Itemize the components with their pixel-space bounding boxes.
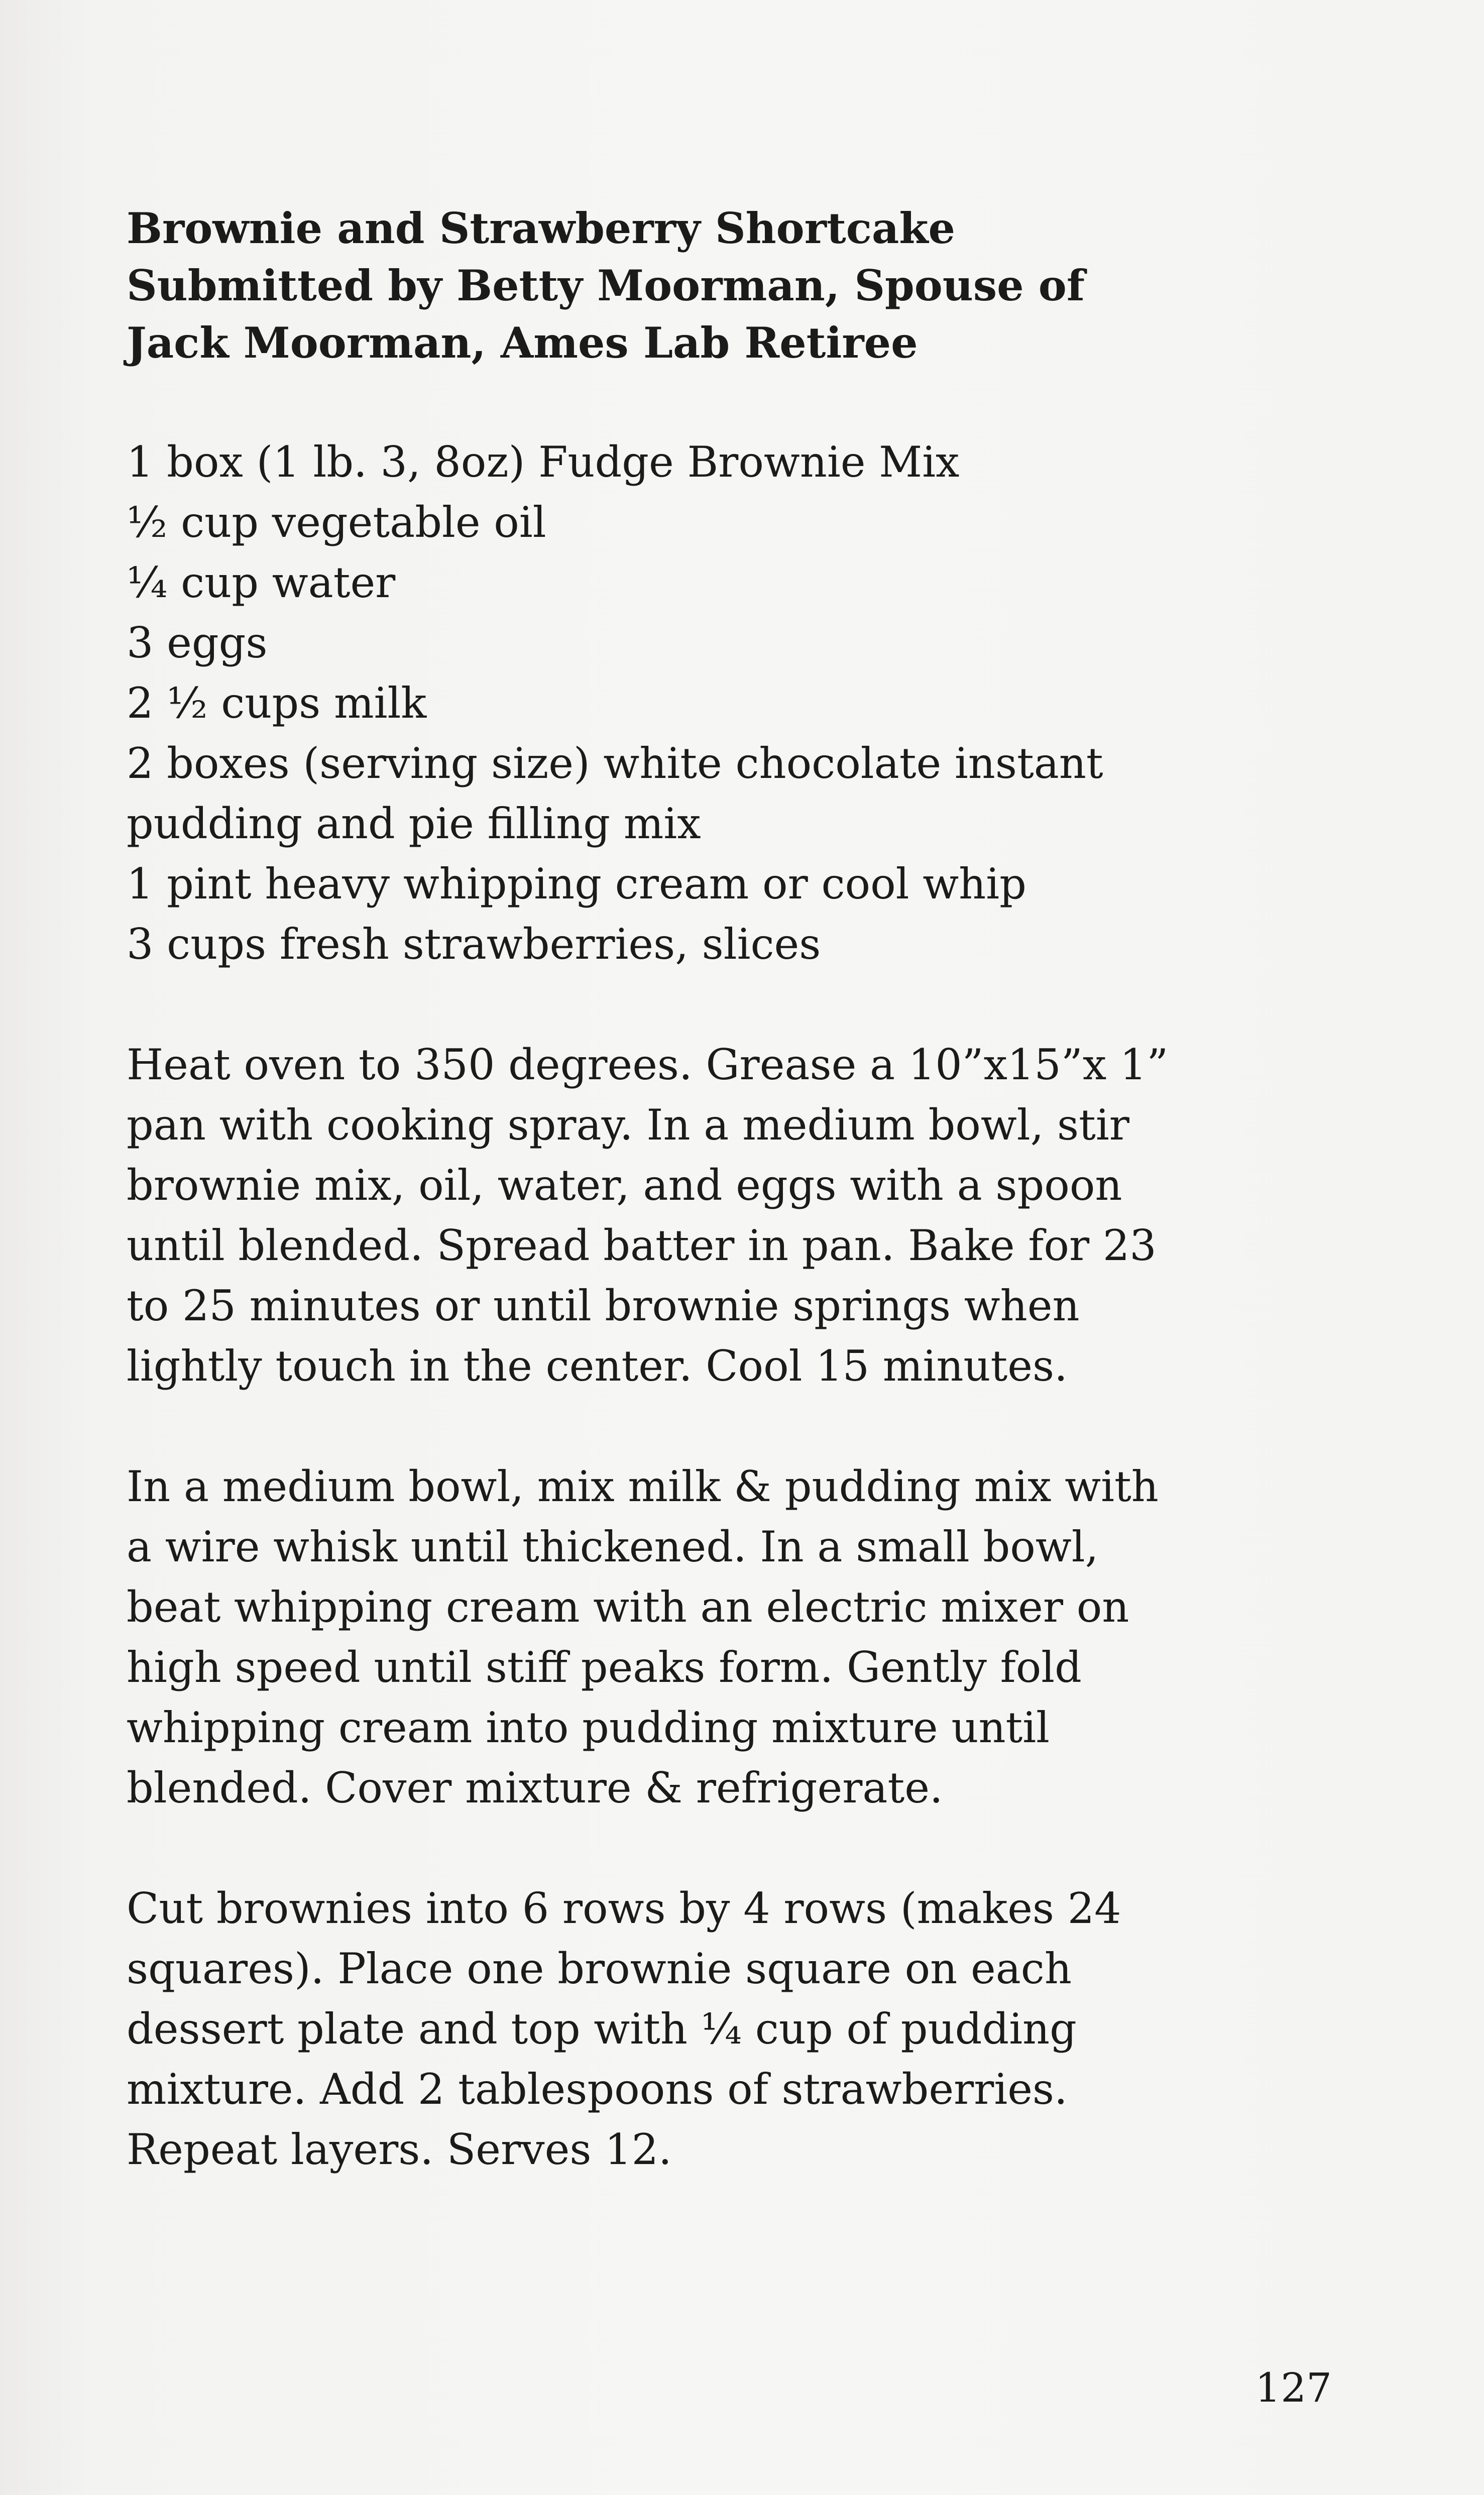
instruction-step-3 (127, 1878, 1332, 2180)
ingredient-line: ¼ cup water (127, 558, 396, 607)
ingredient-line: 2 boxes (serving size) white chocolate instant (127, 739, 1103, 788)
instruction-line: Repeat layers. Serves 12. (127, 2125, 672, 2174)
instruction-line: squares). Place one brownie square on each (127, 1944, 1072, 1993)
instruction-line: beat whipping cream with an electric mixer on (127, 1582, 1129, 1632)
instruction-line: pan with cooking spray. In a medium bowl, stir (127, 1100, 1129, 1150)
ingredient-line: ½ cup vegetable oil (127, 498, 546, 547)
ingredient-line: pudding and pie filling mix (127, 799, 701, 848)
ingredient-line: 3 cups fresh strawberries, slices (127, 920, 821, 969)
recipe-content (127, 200, 1332, 2240)
instruction-line: until blended. Spread batter in pan. Bake for 23 (127, 1221, 1157, 1270)
instruction-line: Heat oven to 350 degrees. Grease a 10”x15”x 1” (127, 1040, 1169, 1089)
title-line: Submitted by Betty Moorman, Spouse of (127, 261, 1085, 310)
instruction-line: dessert plate and top with ¼ cup of pudding (127, 2004, 1077, 2054)
ingredient-list (127, 432, 1332, 974)
instruction-step-1 (127, 1035, 1332, 1396)
ingredient-line: 1 box (1 lb. 3, 8oz) Fudge Brownie Mix (127, 437, 960, 487)
instruction-line: blended. Cover mixture & refrigerate. (127, 1763, 943, 1812)
recipe-title (127, 200, 1332, 372)
instruction-line: brownie mix, oil, water, and eggs with a spoon (127, 1161, 1122, 1210)
ingredient-line: 1 pint heavy whipping cream or cool whip (127, 859, 1026, 909)
instruction-line: to 25 minutes or until brownie springs when (127, 1281, 1080, 1330)
instruction-line: a wire whisk until thickened. In a small bowl, (127, 1522, 1099, 1571)
instruction-line: lightly touch in the center. Cool 15 minutes. (127, 1341, 1068, 1391)
instruction-step-2 (127, 1456, 1332, 1818)
ingredient-line: 2 ½ cups milk (127, 678, 427, 728)
page-number: 127 (1255, 2364, 1332, 2411)
instruction-line: whipping cream into pudding mixture until (127, 1703, 1050, 1752)
ingredient-line: 3 eggs (127, 618, 268, 667)
title-line: Brownie and Strawberry Shortcake (127, 203, 955, 253)
instruction-line: Cut brownies into 6 rows by 4 rows (makes 24 (127, 1884, 1121, 1933)
instruction-line: In a medium bowl, mix milk & pudding mix with (127, 1462, 1159, 1511)
instruction-line: mixture. Add 2 tablespoons of strawberries. (127, 2065, 1068, 2114)
instruction-line: high speed until stiff peaks form. Gently fold (127, 1643, 1082, 1692)
title-line: Jack Moorman, Ames Lab Retiree (127, 318, 918, 368)
